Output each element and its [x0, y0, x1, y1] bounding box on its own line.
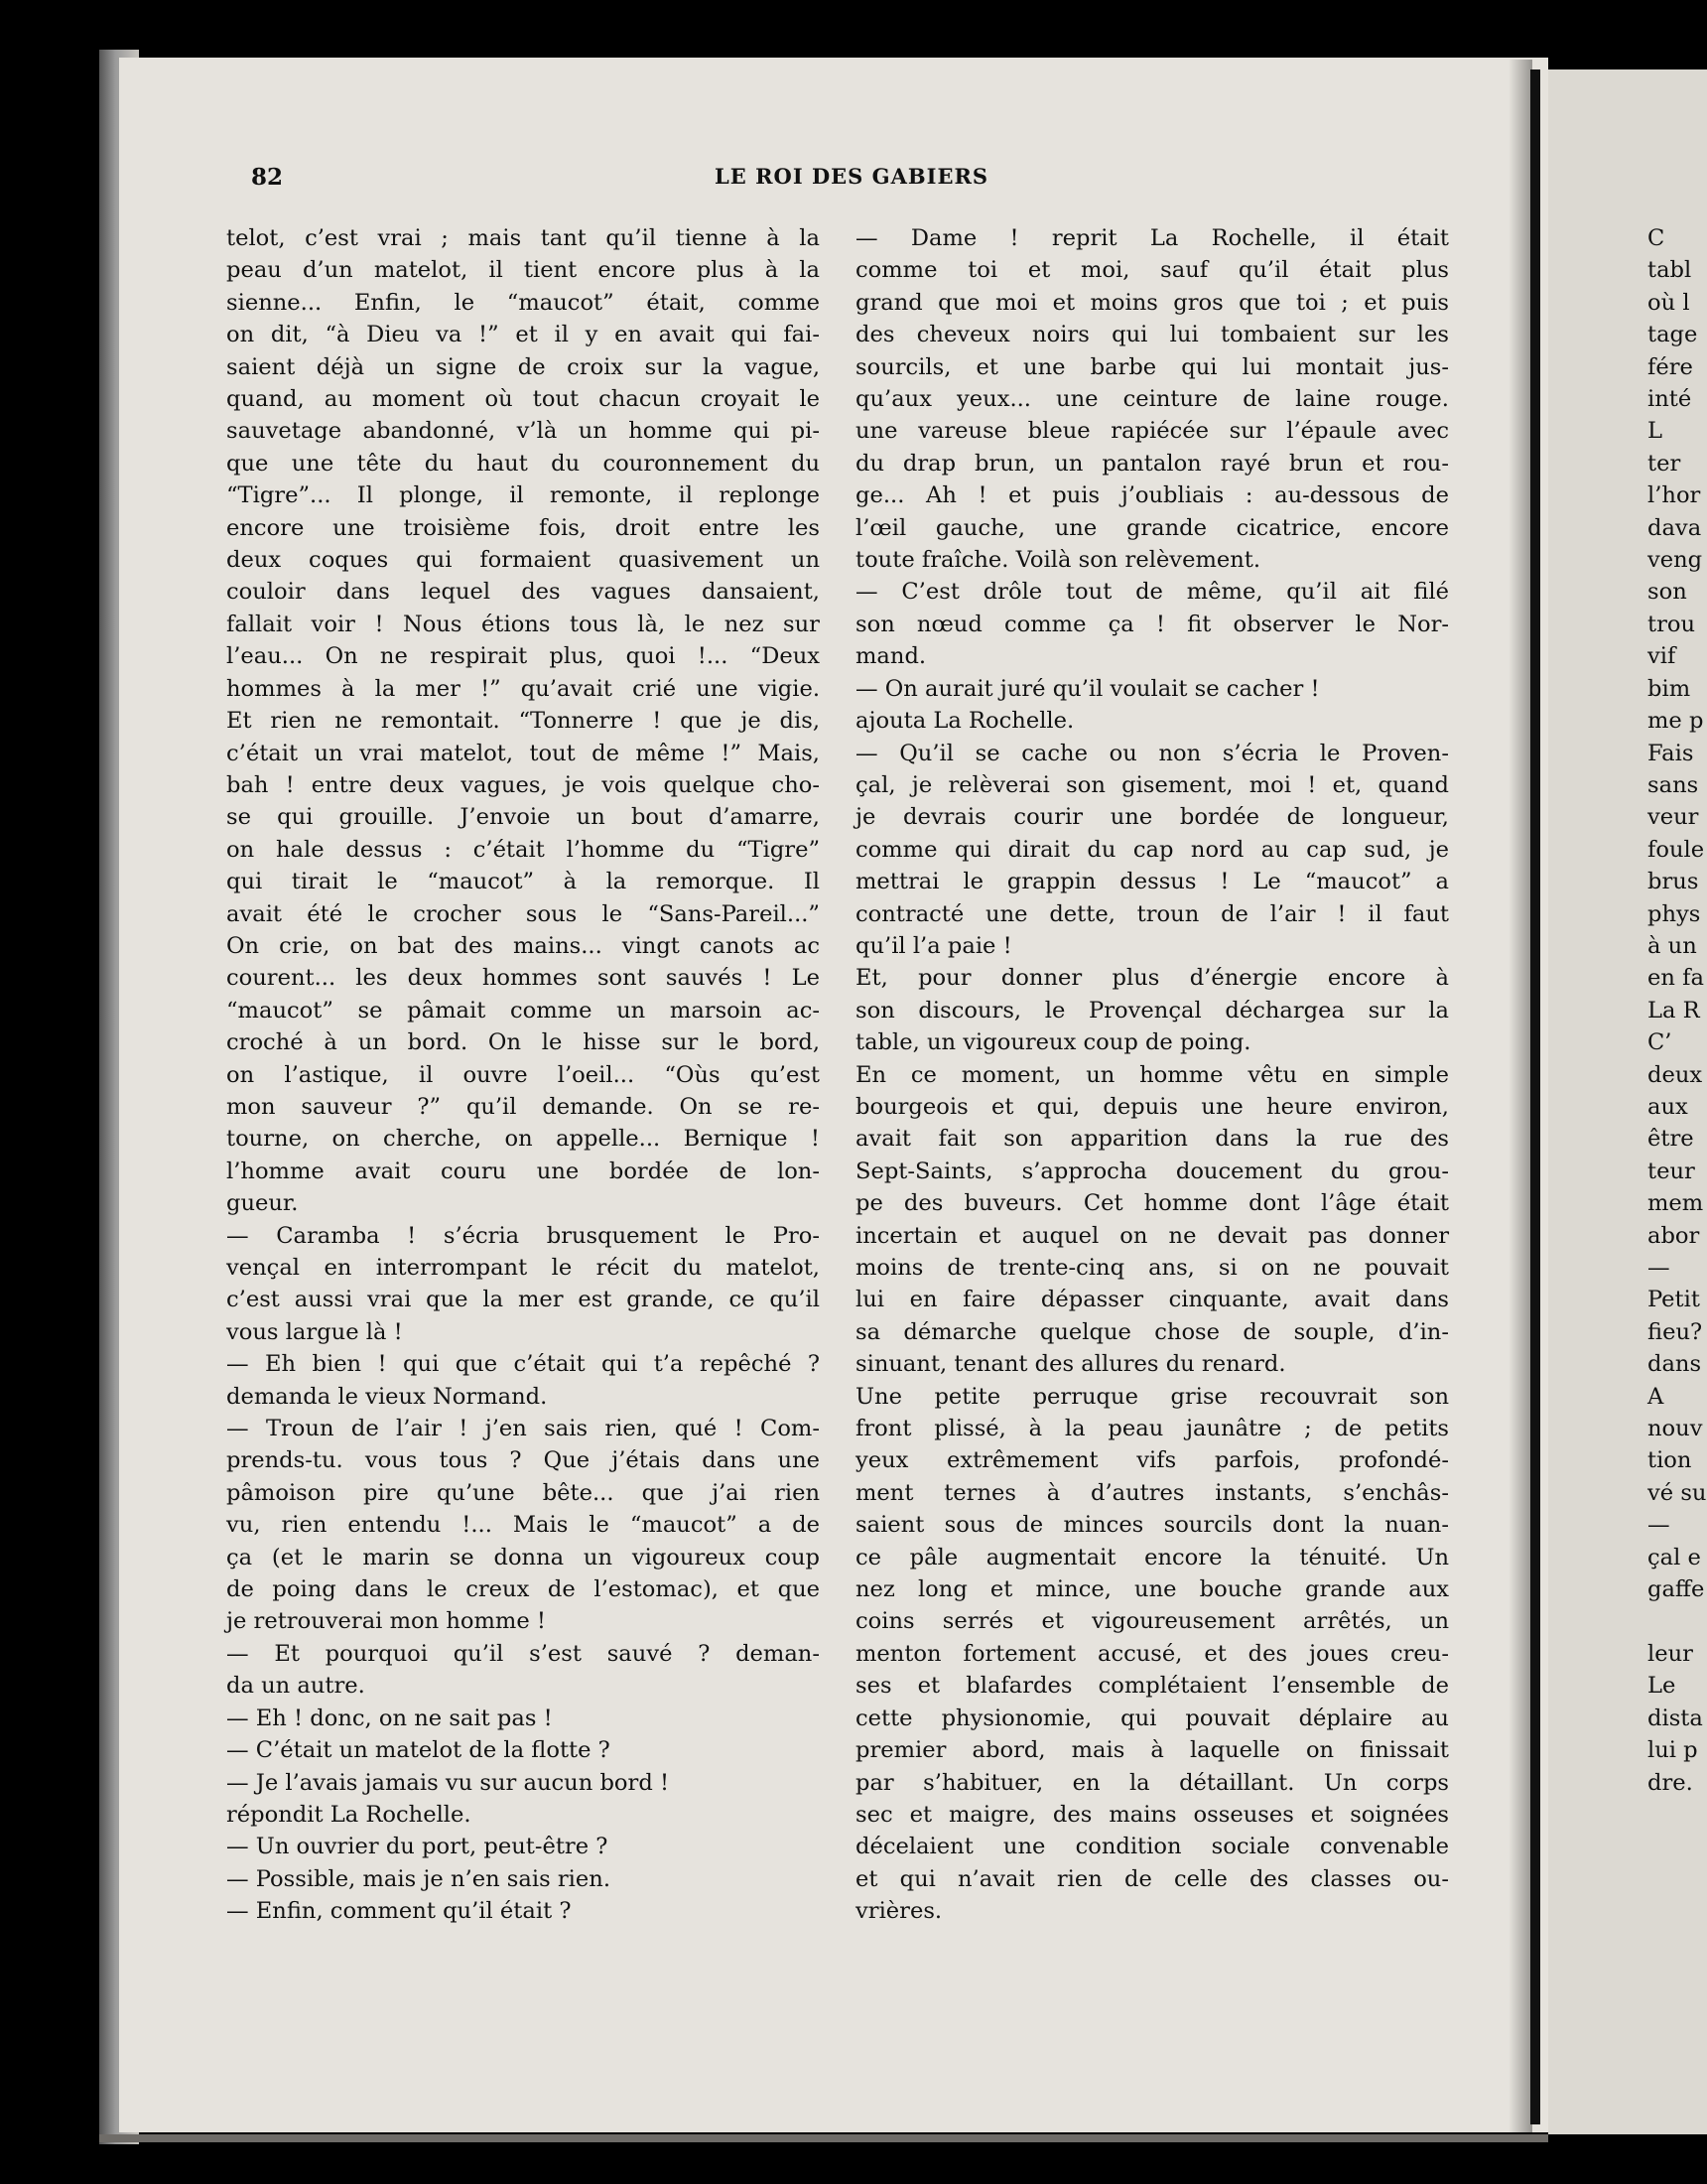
facing-text-fragment: —	[1647, 1512, 1670, 1539]
facing-text-fragment: dans	[1647, 1351, 1702, 1378]
text-line: menton fortement accusé, et des joues creu-	[855, 1640, 1449, 1667]
text-line: gueur.	[226, 1190, 299, 1217]
facing-text-fragment: tion	[1647, 1447, 1692, 1474]
facing-text-fragment: dre.	[1647, 1769, 1693, 1796]
text-line: peau d’un matelot, il tient encore plus à la	[226, 257, 820, 284]
text-line: bah ! entre deux vagues, je vois quelque cho-	[226, 771, 820, 798]
text-line: coins serrés et vigoureusement arrêtés, un	[855, 1608, 1449, 1635]
text-line: Et, pour donner plus d’énergie encore à	[855, 965, 1449, 992]
text-line: “Tigre”... Il plonge, il remonte, il replonge	[226, 482, 820, 509]
text-line: du drap brun, un pantalon rayé brun et rou-	[855, 450, 1449, 477]
text-line: qu’il l’a paie !	[855, 932, 1012, 959]
text-line: ce pâle augmentait encore la ténuité. Un	[855, 1544, 1449, 1570]
text-line: des cheveux noirs qui lui tombaient sur les	[855, 322, 1449, 348]
text-line: — On aurait juré qu’il voulait se cacher !	[855, 675, 1320, 702]
text-line: qui tirait le “maucot” à la remorque. Il	[226, 869, 820, 895]
facing-text-fragment: me p	[1647, 708, 1704, 735]
text-line: — C’est drôle tout de même, qu’il ait filé	[855, 579, 1449, 606]
text-line: ça (et le marin se donna un vigoureux coup	[226, 1544, 820, 1570]
text-line: courent... les deux hommes sont sauvés ! Le	[226, 965, 820, 992]
text-line: yeux extrêmement vifs parfois, profondé-	[855, 1447, 1449, 1474]
text-line: on hale dessus : c’était l’homme du “Tigre”	[226, 836, 820, 863]
text-line: sienne... Enfin, le “maucot” était, comme	[226, 289, 820, 316]
facing-text-fragment: tabl	[1647, 257, 1692, 284]
text-line: table, un vigoureux coup de poing.	[855, 1029, 1251, 1056]
gutter-shadow	[1509, 60, 1532, 2134]
text-line: comme qui dirait du cap nord au cap sud, je	[855, 836, 1449, 863]
running-title: LE ROI DES GABIERS	[715, 164, 989, 189]
text-line: l’œil gauche, une grande cicatrice, encore	[855, 514, 1449, 541]
facing-text-fragment: phys	[1647, 900, 1701, 927]
text-line: — Eh ! donc, on ne sait pas !	[226, 1705, 553, 1731]
facing-text-fragment: être	[1647, 1126, 1694, 1153]
text-line: — Possible, mais je n’en sais rien.	[226, 1865, 610, 1892]
text-line: décelaient une condition sociale convenable	[855, 1834, 1449, 1860]
text-line: çal, je relèverai son gisement, moi ! et, quand	[855, 771, 1449, 798]
facing-text-fragment: tage	[1647, 322, 1698, 348]
text-line: que une tête du haut du couronnement du	[226, 450, 820, 477]
text-line: on l’astique, il ouvre l’oeil... “Oùs qu’est	[226, 1061, 820, 1088]
facing-text-fragment: vé su	[1647, 1479, 1707, 1506]
text-line: encore une troisième fois, droit entre les	[226, 514, 820, 541]
page-number: 82	[251, 164, 284, 191]
right-text-column	[855, 222, 1449, 1928]
text-line: Et rien ne remontait. “Tonnerre ! que je dis,	[226, 708, 820, 735]
facing-text-fragment: fieu?	[1647, 1318, 1703, 1345]
text-line: ses et blafardes complétaient l’ensemble de	[855, 1673, 1449, 1700]
text-line: da un autre.	[226, 1673, 365, 1700]
text-line: En ce moment, un homme vêtu en simple	[855, 1061, 1449, 1088]
page-bottom-edge	[99, 2134, 1548, 2142]
facing-text-fragment: deux	[1647, 1061, 1703, 1088]
facing-text-fragment: —	[1647, 1255, 1670, 1281]
facing-text-fragment: l’hor	[1647, 482, 1701, 509]
facing-text-fragment: vif	[1647, 643, 1676, 670]
facing-text-fragment: dava	[1647, 514, 1702, 541]
text-line: l’eau... On ne respirait plus, quoi !... “Deux	[226, 643, 820, 670]
text-line: croché à un bord. On le hisse sur le bord,	[226, 1029, 820, 1056]
text-line: qu’aux yeux... une ceinture de laine rouge.	[855, 386, 1449, 413]
text-line: et qui n’avait rien de celle des classes ou-	[855, 1865, 1449, 1892]
facing-text-fragment: où l	[1647, 289, 1690, 316]
text-line: telot, c’est vrai ; mais tant qu’il tienne à la	[226, 225, 820, 251]
text-line: prends-tu. vous tous ? Que j’étais dans une	[226, 1447, 820, 1474]
facing-text-fragment: La R	[1647, 997, 1700, 1024]
facing-text-fragment: inté	[1647, 386, 1692, 413]
facing-text-fragment: leur	[1647, 1640, 1693, 1667]
text-line: “maucot” se pâmait comme un marsoin ac-	[226, 997, 820, 1024]
text-line: ajouta La Rochelle.	[855, 708, 1075, 735]
text-line: avait été le crocher sous le “Sans-Pareil...”	[226, 900, 820, 927]
facing-text-fragment: gaffe	[1647, 1576, 1705, 1603]
facing-text-fragment: foule	[1647, 836, 1705, 863]
text-line: se qui grouille. J’envoie un bout d’amarre,	[226, 804, 820, 831]
text-line: saient sous de minces sourcils dont la nuan-	[855, 1512, 1449, 1539]
text-line: ment ternes à d’autres instants, s’enchâs-	[855, 1479, 1449, 1506]
text-line: mettrai le grappin dessus ! Le “maucot” a	[855, 869, 1449, 895]
text-line: c’était un vrai matelot, tout de même !” Mais,	[226, 740, 820, 766]
text-line: moins de trente-cinq ans, si on ne pouvait	[855, 1255, 1449, 1281]
facing-text-fragment: sans	[1647, 771, 1699, 798]
text-line: on dit, “à Dieu va !” et il y en avait qui fai-	[226, 322, 820, 348]
facing-text-fragment: bim	[1647, 675, 1691, 702]
text-line: — Caramba ! s’écria brusquement le Pro-	[226, 1222, 820, 1249]
text-line: lui en faire dépasser cinquante, avait dans	[855, 1287, 1449, 1313]
facing-text-fragment: son	[1647, 579, 1687, 606]
text-line: sourcils, et une barbe qui lui montait jus-	[855, 353, 1449, 380]
facing-text-fragment: fére	[1647, 353, 1693, 380]
facing-text-fragment: Le	[1647, 1673, 1676, 1700]
facing-text-fragment: lui p	[1647, 1737, 1698, 1764]
text-line: — Troun de l’air ! j’en sais rien, qué ! Com-	[226, 1416, 820, 1442]
text-line: sauvetage abandonné, v’là un homme qui pi-	[226, 418, 820, 445]
text-line: répondit La Rochelle.	[226, 1801, 471, 1828]
text-line: mand.	[855, 643, 927, 670]
left-text-column	[226, 222, 820, 1928]
text-line: bourgeois et qui, depuis une heure environ,	[855, 1093, 1449, 1120]
text-line: hommes à la mer !” qu’avait crié une vigie.	[226, 675, 820, 702]
text-line: — Dame ! reprit La Rochelle, il était	[855, 225, 1449, 251]
book-spine	[1530, 69, 1540, 2124]
text-line: vrières.	[855, 1898, 943, 1925]
facing-text-fragment: veng	[1647, 547, 1703, 574]
text-line: front plissé, à la peau jaunâtre ; de petits	[855, 1416, 1449, 1442]
text-line: son nœud comme ça ! fit observer le Nor-	[855, 611, 1449, 637]
facing-text-fragment: teur	[1647, 1158, 1695, 1184]
text-line: deux coques qui formaient quasivement un	[226, 547, 820, 574]
text-line: vous largue là !	[226, 1318, 403, 1345]
facing-page-text	[1647, 222, 1707, 1799]
text-line: — Je l’avais jamais vu sur aucun bord !	[226, 1769, 670, 1796]
text-line: saient déjà un signe de croix sur la vague,	[226, 353, 820, 380]
text-line: toute fraîche. Voilà son relèvement.	[855, 547, 1261, 574]
text-line: de poing dans le creux de l’estomac), et que	[226, 1576, 820, 1603]
facing-text-fragment: çal e	[1647, 1544, 1701, 1570]
text-line: — Eh bien ! qui que c’était qui t’a repêché ?	[226, 1351, 820, 1378]
text-line: fallait voir ! Nous étions tous là, le nez sur	[226, 611, 820, 637]
facing-text-fragment: veur	[1647, 804, 1699, 831]
text-line: cette physionomie, qui pouvait déplaire au	[855, 1705, 1449, 1731]
text-line: comme toi et moi, sauf qu’il était plus	[855, 257, 1449, 284]
text-line: son discours, le Provençal déchargea sur la	[855, 997, 1449, 1024]
text-line: sec et maigre, des mains osseuses et soignées	[855, 1801, 1449, 1828]
text-line: incertain et auquel on ne devait pas donner	[855, 1222, 1449, 1249]
text-line: Une petite perruque grise recouvrait son	[855, 1383, 1449, 1410]
facing-text-fragment: Fais	[1647, 740, 1694, 766]
text-line: couloir dans lequel des vagues dansaient,	[226, 579, 820, 606]
text-line: pe des buveurs. Cet homme dont l’âge était	[855, 1190, 1449, 1217]
facing-text-fragment: aux	[1647, 1093, 1688, 1120]
text-line: — C’était un matelot de la flotte ?	[226, 1737, 610, 1764]
text-line: c’est aussi vrai que la mer est grande, ce qu’il	[226, 1287, 820, 1313]
text-line: vu, rien entendu !... Mais le “maucot” a de	[226, 1512, 820, 1539]
text-line: On crie, on bat des mains... vingt canots ac	[226, 932, 820, 959]
text-line: avait fait son apparition dans la rue des	[855, 1126, 1449, 1153]
text-line: vençal en interrompant le récit du matelot,	[226, 1255, 820, 1281]
facing-text-fragment	[1647, 1605, 1707, 1637]
facing-text-fragment: à un	[1647, 932, 1697, 959]
text-line: — Qu’il se cache ou non s’écria le Proven-	[855, 740, 1449, 766]
facing-text-fragment: A	[1647, 1383, 1664, 1410]
facing-text-fragment: brus	[1647, 869, 1699, 895]
text-line: demanda le vieux Normand.	[226, 1383, 548, 1410]
facing-text-fragment: C	[1647, 225, 1665, 251]
facing-text-fragment: abor	[1647, 1222, 1700, 1249]
text-line: quand, au moment où tout chacun croyait le	[226, 386, 820, 413]
text-line: grand que moi et moins gros que toi ; et puis	[855, 289, 1449, 316]
text-line: — Et pourquoi qu’il s’est sauvé ? deman-	[226, 1640, 820, 1667]
text-line: Sept-Saints, s’approcha doucement du grou-	[855, 1158, 1449, 1184]
text-line: sa démarche quelque chose de souple, d’in-	[855, 1318, 1449, 1345]
facing-text-fragment: L	[1647, 418, 1663, 445]
facing-text-fragment: nouv	[1647, 1416, 1703, 1442]
text-line: tourne, on cherche, on appelle... Bernique !	[226, 1126, 820, 1153]
facing-text-fragment: Petit	[1647, 1287, 1700, 1313]
text-line: je devrais courir une bordée de longueur,	[855, 804, 1449, 831]
facing-text-fragment: ter	[1647, 450, 1681, 477]
text-line: par s’habituer, en la détaillant. Un corps	[855, 1769, 1449, 1796]
text-line: ge... Ah ! et puis j’oubliais : au-dessous de	[855, 482, 1449, 509]
text-line: — Un ouvrier du port, peut-être ?	[226, 1834, 608, 1860]
text-line: pâmoison pire qu’une bête... que j’ai rien	[226, 1479, 820, 1506]
facing-text-fragment: mem	[1647, 1190, 1704, 1217]
text-line: premier abord, mais à laquelle on finissait	[855, 1737, 1449, 1764]
facing-text-fragment: C’	[1647, 1029, 1672, 1056]
text-line: — Enfin, comment qu’il était ?	[226, 1898, 572, 1925]
text-line: une vareuse bleue rapiécée sur l’épaule avec	[855, 418, 1449, 445]
text-line: nez long et mince, une bouche grande aux	[855, 1576, 1449, 1603]
text-line: je retrouverai mon homme !	[226, 1608, 546, 1635]
text-line: mon sauveur ?” qu’il demande. On se re-	[226, 1093, 820, 1120]
facing-text-fragment: en fa	[1647, 965, 1704, 992]
text-line: sinuant, tenant des allures du renard.	[855, 1351, 1286, 1378]
text-line: l’homme avait couru une bordée de lon-	[226, 1158, 820, 1184]
text-line: contracté une dette, troun de l’air ! il faut	[855, 900, 1449, 927]
facing-text-fragment: dista	[1647, 1705, 1703, 1731]
facing-text-fragment: trou	[1647, 611, 1696, 637]
